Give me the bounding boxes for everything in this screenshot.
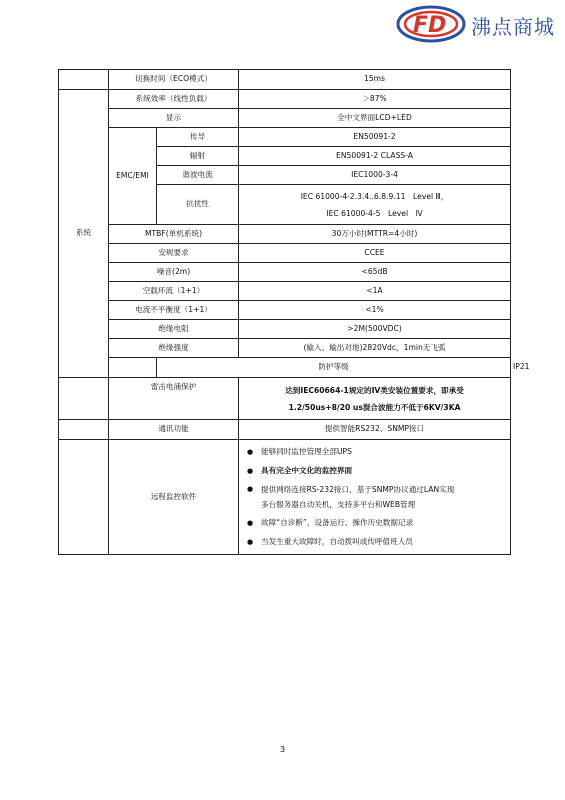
row-label: 雷击电涌保护 (109, 378, 239, 420)
row-value: 提供智能RS232、SNMP接口 (239, 420, 511, 440)
bullet-icon: ● (247, 537, 254, 546)
table-row (59, 420, 511, 440)
row-label: 噪音(2m) (109, 263, 239, 282)
table-row: 防护等级 IP21 (59, 358, 511, 378)
list-item (243, 480, 506, 514)
row-value: 15ms (239, 70, 511, 90)
table-row (59, 225, 511, 244)
brand-name: 沸点商城 (471, 15, 555, 39)
group-cell-empty (59, 70, 109, 90)
row-label: 通讯功能 (109, 420, 239, 440)
row-label: 辐射 (157, 147, 239, 166)
page-number: 3 (279, 745, 286, 754)
list-item (243, 462, 506, 481)
bullet-icon: ● (247, 448, 254, 456)
row-label: 传导 (157, 128, 239, 147)
table-row (59, 263, 511, 282)
row-label: 切换时间（ECO模式） (109, 70, 239, 90)
table-row (59, 339, 511, 358)
list-item-text: 当发生重大故障时，自动拨叫或传呼值班人员 (261, 536, 413, 546)
row-label: 电流不平衡度（1+1） (109, 301, 239, 320)
table-row (59, 128, 511, 147)
row-value: 全中文界面LCD+LED (239, 109, 511, 128)
list-item-text: 能够同时监控管理全部UPS (261, 447, 352, 456)
row-value (239, 378, 511, 420)
row-value: EN50091-2 (239, 128, 511, 147)
row-value: (输入、输出对地)2820Vdc，1min无飞弧 (239, 339, 511, 358)
bullet-icon: ● (247, 485, 254, 493)
row-value: IEC1000-3-4 (239, 166, 511, 185)
row-value: >2M(500VDC) (239, 320, 511, 339)
row-value: <1% (239, 301, 511, 320)
table-row (59, 320, 511, 339)
value-line: 1.2/50us+8/20 us混合波能力不低于6KV/3KA (288, 402, 461, 412)
list-item-text: 故障“自诊断”，设备运行、操作历史数据记录 (261, 518, 414, 527)
list-item-text: 提供网络连接RS-232接口，基于SNMP协议通过LAN实现 (261, 485, 455, 494)
row-label: 绝缘强度 (109, 339, 239, 358)
spec-table (58, 69, 530, 555)
table-row (59, 109, 511, 128)
row-label: 抗扰性 (157, 185, 239, 225)
emc-group-label: EMC/EMI (109, 128, 157, 225)
bullet-icon: ● (247, 519, 254, 527)
list-item (243, 533, 506, 552)
group-label-system: 系统 (59, 90, 109, 378)
group-cell-empty (109, 358, 157, 378)
row-label: 远程监控软件 (109, 440, 239, 555)
row-label: 防护等级 (157, 358, 511, 378)
fd-logo-icon (395, 2, 467, 46)
row-value: <65dB (239, 263, 511, 282)
row-value: ＞87% (239, 90, 511, 109)
group-cell-empty (59, 440, 109, 555)
logo-letters: FD (413, 13, 447, 38)
row-label: 显示 (109, 109, 239, 128)
row-label: 绝缘电阻 (109, 320, 239, 339)
group-cell-empty (59, 420, 109, 440)
value-line: 达到IEC60664-1规定的IV类安装位置要求，即承受 (285, 385, 464, 395)
value-line: IEC 61000-4-2.3.4..6.8.9.11 Level Ⅲ， (300, 191, 449, 201)
brand-logo (395, 2, 563, 46)
table-row (59, 244, 511, 263)
value-line: IEC 61000-4-5 Level Ⅳ (326, 208, 423, 218)
table-row (59, 440, 511, 555)
table-row (59, 282, 511, 301)
list-item-text: 多台服务器自动关机，支持多平台和WEB管理 (261, 500, 416, 509)
row-label: 系统效率（线性负载） (109, 90, 239, 109)
row-value: EN50091-2 CLASS-A (239, 147, 511, 166)
table-row (59, 301, 511, 320)
group-cell-empty (59, 378, 109, 420)
row-label: 安规要求 (109, 244, 239, 263)
table-row (59, 378, 511, 420)
row-label: MTBF(单机系统) (109, 225, 239, 244)
list-item-text: 具有完全中文化的监控界面 (261, 465, 353, 475)
list-item (243, 514, 506, 533)
row-value: 30万小时(MTTR=4小时) (239, 225, 511, 244)
table-row (59, 90, 511, 109)
bullet-icon: ● (247, 466, 254, 475)
table-row (59, 70, 511, 90)
list-item (243, 443, 506, 462)
row-value (239, 185, 511, 225)
row-value: <1A (239, 282, 511, 301)
row-label: 谐波电流 (157, 166, 239, 185)
feature-list (239, 440, 511, 555)
row-value: CCEE (239, 244, 511, 263)
row-label: 空载环流（1+1） (109, 282, 239, 301)
